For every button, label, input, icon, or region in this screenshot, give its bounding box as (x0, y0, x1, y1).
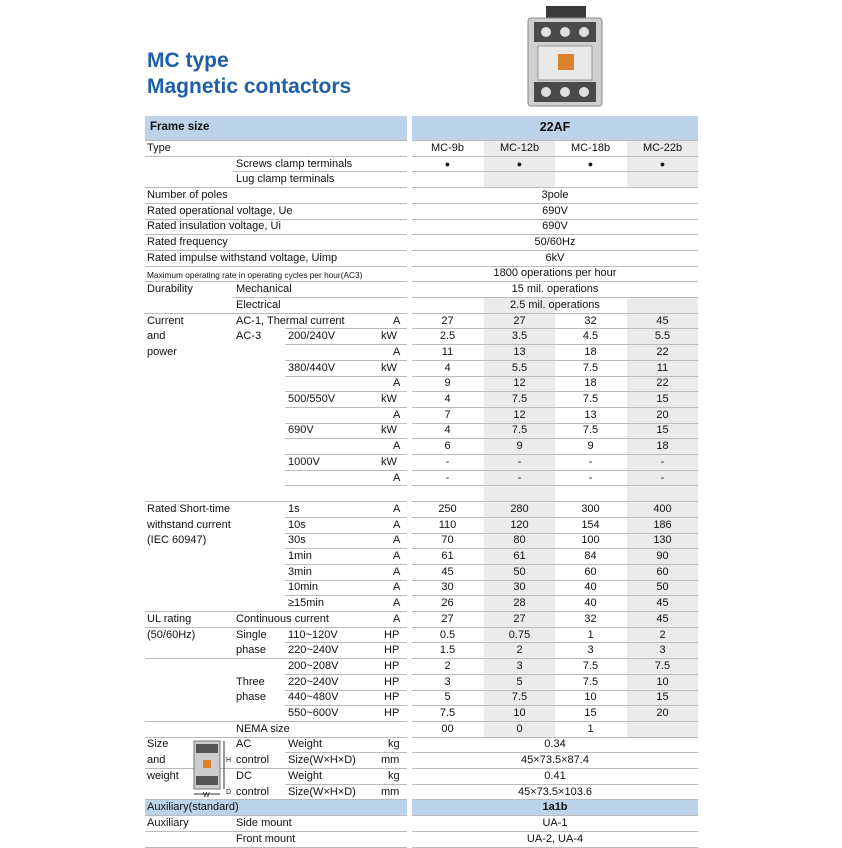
dim-d-label: D (226, 788, 232, 796)
row-rule (285, 344, 407, 345)
continuous-cell: 27 (441, 612, 454, 625)
short-time-unit: A (393, 550, 401, 562)
ac1-cell: 45 (656, 314, 669, 327)
general-label: Rated impulse withstand voltage, Uimp (147, 251, 338, 264)
ac3-a-cell: 20 (656, 408, 669, 421)
ac-control-label: AC (236, 738, 252, 751)
short-time-duration: 1s (288, 502, 300, 515)
three-phase-cell: 10 (656, 675, 669, 688)
ac3-a-cell: 6 (444, 440, 451, 453)
general-value: 6kV (545, 251, 565, 264)
ac3-a-cell: 7 (444, 408, 451, 421)
hp-unit: HP (384, 675, 400, 688)
row-rule (145, 658, 407, 659)
general-label: Rated operational voltage, Ue (147, 204, 293, 217)
three-phase-cell: 7.5 (439, 707, 456, 719)
three-voltage: 550~600V (288, 707, 339, 719)
short-time-cell: 110 (438, 518, 457, 531)
aux-standard-value: 1a1b (542, 801, 568, 814)
short-time-unit: A (393, 518, 401, 531)
screw-terminal-label: Screws clamp terminals (236, 157, 353, 170)
ac3-kw-cell: 7.5 (582, 393, 599, 405)
frame-size-value-header: 22AF (412, 116, 698, 140)
ac3-a-cell: - (588, 471, 593, 484)
ac3-kw-cell: - (588, 455, 593, 468)
short-time-cell: 30 (513, 581, 526, 594)
three-phase-cell: 7.5 (582, 675, 599, 688)
nema-cell: 1 (587, 722, 594, 735)
ac3-kw-cell: - (517, 455, 522, 468)
three-phase-label: phase (236, 691, 266, 704)
short-time-cell: 26 (441, 597, 454, 610)
ac3-kw-cell: 7.5 (582, 361, 599, 374)
ac3-a-cell: 18 (584, 345, 597, 358)
ac3-a-cell: 18 (584, 377, 597, 390)
three-phase-cell: 2 (444, 659, 451, 672)
ac3-a-cell: 12 (513, 377, 526, 390)
short-time-cell: 50 (656, 581, 669, 594)
a-unit: A (393, 408, 401, 421)
ac1-cell: 32 (584, 314, 597, 327)
dc-control-label: DC (236, 769, 252, 782)
short-time-cell: 250 (438, 502, 457, 515)
ac1-label: AC-1, Thermal current (236, 314, 345, 327)
three-phase-cell: 7.5 (582, 659, 599, 672)
side-mount-value: UA-1 (542, 816, 568, 829)
mechanical-label: Mechanical (236, 283, 292, 296)
short-time-group-label: withstand current (147, 518, 231, 531)
short-time-group-label: Rated Short-time (147, 502, 231, 515)
kw-unit: kW (381, 361, 397, 374)
three-phase-cell: 10 (584, 691, 597, 704)
general-label: Number of poles (147, 188, 228, 201)
short-time-cell: 130 (653, 534, 672, 547)
screw-terminal-mark: ● (587, 158, 594, 169)
hp-unit: HP (384, 659, 400, 672)
ac1-cell: 27 (441, 314, 454, 327)
short-time-unit: A (393, 581, 401, 594)
contactor-dimension-icon (191, 738, 231, 800)
kw-unit: kW (381, 424, 397, 437)
short-time-unit: A (393, 502, 401, 515)
ac3-kw-cell: 4 (444, 361, 451, 374)
general-label: Rated frequency (147, 236, 228, 248)
ac3-voltage: 200/240V (288, 330, 336, 343)
hp-unit: HP (384, 628, 400, 641)
general-value: 50/60Hz (534, 236, 576, 248)
short-time-unit: A (393, 597, 401, 610)
row-rule (412, 171, 698, 172)
electrical-label: Electrical (236, 298, 281, 311)
short-time-cell: 45 (656, 597, 669, 610)
single-phase-cell: 2 (516, 644, 523, 657)
ac3-a-cell: 13 (584, 408, 597, 421)
ac3-voltage: 500/550V (288, 393, 336, 405)
kw-unit: kW (381, 393, 397, 405)
ac3-kw-cell: 15 (656, 424, 669, 437)
mechanical-value: 15 mil. operations (511, 283, 599, 296)
a-unit: A (393, 471, 401, 484)
ac3-kw-cell: 11 (656, 361, 669, 374)
front-mount-value: UA-2, UA-4 (526, 832, 584, 845)
frame-size-header: Frame size (145, 116, 407, 140)
a-unit: A (393, 345, 401, 358)
model-name: MC-18b (570, 141, 611, 154)
size-group-label: weight (147, 769, 179, 782)
three-phase-cell: 5 (444, 691, 451, 704)
size-label: Size(W×H×D) (288, 785, 356, 798)
a-unit: A (393, 377, 401, 390)
ac3-a-cell: - (445, 471, 450, 484)
a-unit: A (393, 440, 401, 453)
short-time-cell: 40 (584, 597, 597, 610)
short-time-cell: 280 (510, 502, 529, 515)
ac3-kw-cell: 15 (656, 393, 669, 405)
single-voltage: 220~240V (288, 644, 339, 657)
ac3-a-cell: 9 (516, 440, 523, 453)
aux-label: Auxiliary (147, 816, 189, 829)
single-phase-cell: 0.5 (439, 628, 456, 641)
general-label: Maximum operating rate in operating cycles per hour(AC3) (147, 269, 363, 280)
nema-label: NEMA size (236, 722, 290, 735)
durability-label: Durability (147, 283, 193, 296)
short-time-cell: 30 (441, 581, 454, 594)
side-mount-label: Side mount (236, 816, 292, 829)
row-rule (145, 737, 407, 738)
continuous-cell: 45 (656, 612, 669, 625)
general-value: 690V (542, 220, 568, 233)
continuous-label: Continuous current (236, 612, 329, 625)
ac3-a-cell: 22 (656, 345, 669, 358)
hp-unit: HP (384, 707, 400, 719)
ac3-voltage: 690V (288, 424, 314, 437)
size-unit: mm (381, 754, 400, 767)
kw-unit: kW (381, 330, 397, 343)
three-voltage: 200~208V (288, 659, 339, 672)
current-group-label: and (147, 330, 166, 343)
current-group-label: Current (147, 314, 184, 327)
dc-control-label: control (236, 785, 270, 798)
ac3-kw-cell: 4 (444, 424, 451, 437)
weight-label: Weight (288, 738, 323, 751)
hp-unit: HP (384, 691, 400, 704)
row-rule (285, 407, 407, 408)
short-time-duration: 10s (288, 518, 306, 531)
ac3-voltage: 1000V (288, 455, 320, 468)
hp-unit: HP (384, 644, 400, 657)
ac3-kw-cell: 7.5 (511, 393, 528, 405)
nema-cell: 0 (516, 722, 523, 735)
single-phase-cell: 1.5 (439, 644, 456, 657)
three-voltage: 440~480V (288, 691, 339, 704)
weight-unit: kg (388, 769, 400, 782)
ac3-a-cell: 22 (656, 377, 669, 390)
nema-cell: 00 (441, 722, 454, 735)
ac3-a-cell: 12 (513, 408, 526, 421)
single-phase-cell: 2 (659, 628, 666, 641)
ac3-label: AC-3 (236, 330, 262, 343)
ac3-kw-cell: 4 (444, 393, 451, 405)
dc-weight-value: 0.41 (544, 769, 566, 782)
type-label: Type (147, 141, 171, 154)
short-time-cell: 28 (513, 597, 526, 610)
size-label: Size(W×H×D) (288, 754, 356, 767)
ac-weight-value: 0.34 (544, 738, 566, 751)
size-group-label: and (147, 754, 166, 767)
short-time-duration: ≥15min (288, 597, 324, 610)
ul-group-label: (50/60Hz) (147, 628, 196, 641)
ac3-a-cell: - (660, 471, 665, 484)
three-phase-cell: 20 (656, 707, 669, 719)
spec-table (145, 140, 698, 845)
row-rule (285, 438, 407, 439)
screw-terminal-mark: ● (516, 158, 523, 169)
ac3-kw-cell: - (660, 455, 665, 468)
general-value: 3pole (541, 188, 569, 201)
single-phase-label: Single (236, 628, 267, 641)
three-phase-cell: 5 (516, 675, 523, 688)
ac3-kw-cell: 2.5 (439, 330, 456, 343)
row-rule (285, 485, 407, 486)
model-name: MC-12b (499, 141, 540, 154)
ac3-kw-cell: - (445, 455, 450, 468)
ac3-a-cell: 18 (656, 440, 669, 453)
general-value: 690V (542, 204, 568, 217)
short-time-cell: 61 (441, 550, 454, 562)
three-phase-label: Three (236, 675, 265, 688)
short-time-cell: 300 (581, 502, 600, 515)
dim-w-label: W (203, 791, 210, 799)
short-time-cell: 61 (513, 550, 526, 562)
ac3-kw-cell: 7.5 (582, 424, 599, 437)
short-time-cell: 84 (584, 550, 597, 562)
dc-size-value: 45×73.5×103.6 (517, 785, 593, 798)
ac1-unit: A (393, 314, 401, 327)
short-time-unit: A (393, 534, 401, 547)
current-group-label: power (147, 345, 177, 358)
ul-group-label: UL rating (147, 612, 192, 625)
single-voltage: 110~120V (288, 628, 338, 641)
short-time-cell: 120 (510, 518, 529, 531)
contactor-photo (524, 4, 606, 108)
short-time-cell: 186 (653, 518, 672, 531)
ac3-a-cell: 11 (441, 345, 454, 358)
three-voltage: 220~240V (288, 675, 339, 688)
ac3-kw-cell: 5.5 (511, 361, 528, 374)
general-label: Rated insulation voltage, Ui (147, 220, 281, 233)
row-rule (285, 376, 407, 377)
kw-unit: kW (381, 455, 397, 468)
short-time-cell: 40 (584, 581, 597, 594)
row-rule (285, 470, 407, 471)
ac3-a-cell: 13 (513, 345, 526, 358)
short-time-cell: 45 (441, 565, 454, 578)
ac3-a-cell: - (517, 471, 522, 484)
spec-sheet (145, 116, 698, 845)
short-time-duration: 1min (288, 550, 312, 562)
size-group-label: Size (147, 738, 169, 751)
three-phase-cell: 15 (584, 707, 597, 719)
continuous-cell: 27 (513, 612, 526, 625)
ac-size-value: 45×73.5×87.4 (521, 754, 589, 767)
short-time-group-label: (IEC 60947) (147, 534, 207, 547)
front-mount-label: Front mount (236, 832, 296, 845)
short-time-cell: 90 (656, 550, 669, 562)
short-time-cell: 400 (653, 502, 672, 515)
ac3-kw-cell: 4.5 (582, 330, 599, 343)
title-line-1: MC type (147, 49, 229, 72)
ac3-a-cell: 9 (587, 440, 594, 453)
screw-terminal-mark: ● (659, 158, 666, 169)
three-phase-cell: 3 (444, 675, 451, 688)
short-time-cell: 100 (581, 534, 600, 547)
size-unit: mm (381, 785, 400, 798)
screw-terminal-mark: ● (444, 158, 451, 169)
single-phase-cell: 3 (587, 644, 594, 657)
electrical-value: 2.5 mil. operations (510, 298, 600, 311)
short-time-duration: 30s (288, 534, 306, 547)
model-name: MC-9b (430, 141, 464, 154)
row-rule (145, 140, 407, 141)
short-time-cell: 50 (513, 565, 526, 578)
ac3-kw-cell: 7.5 (511, 424, 528, 437)
row-rule (145, 768, 407, 769)
lug-terminal-label: Lug clamp terminals (236, 173, 335, 186)
row-rule (412, 847, 698, 848)
row-rule (145, 847, 407, 848)
ac3-kw-cell: 3.5 (511, 330, 528, 343)
short-time-cell: 60 (656, 565, 669, 578)
dim-h-label: H (226, 757, 232, 765)
three-phase-cell: 7.5 (511, 691, 528, 704)
row-rule (412, 485, 698, 486)
weight-label: Weight (288, 769, 323, 782)
three-phase-cell: 3 (516, 659, 523, 672)
short-time-cell: 70 (441, 534, 454, 547)
three-phase-cell: 7.5 (654, 659, 671, 672)
model-name: MC-22b (642, 141, 683, 154)
general-value: 1800 operations per hour (493, 267, 617, 280)
three-phase-cell: 10 (513, 707, 526, 719)
continuous-unit: A (393, 612, 401, 625)
row-rule (145, 266, 407, 267)
short-time-duration: 10min (288, 581, 318, 594)
short-time-cell: 60 (584, 565, 597, 578)
aux-standard-label: Auxiliary(standard) (147, 801, 239, 814)
continuous-cell: 32 (584, 612, 597, 625)
single-phase-cell: 3 (659, 644, 666, 657)
ac1-cell: 27 (513, 314, 526, 327)
ac3-kw-cell: 5.5 (654, 330, 671, 343)
short-time-cell: 80 (513, 534, 526, 547)
short-time-duration: 3min (288, 565, 312, 578)
single-phase-cell: 1 (587, 628, 594, 641)
title-line-2: Magnetic contactors (147, 75, 352, 98)
single-phase-label: phase (236, 644, 266, 657)
ac-control-label: control (236, 754, 270, 767)
single-phase-cell: 0.75 (508, 628, 531, 641)
short-time-cell: 154 (581, 518, 600, 531)
ac3-voltage: 380/440V (288, 361, 336, 374)
ac3-a-cell: 9 (444, 377, 451, 390)
three-phase-cell: 15 (656, 691, 669, 704)
short-time-unit: A (393, 565, 401, 578)
weight-unit: kg (388, 738, 400, 751)
